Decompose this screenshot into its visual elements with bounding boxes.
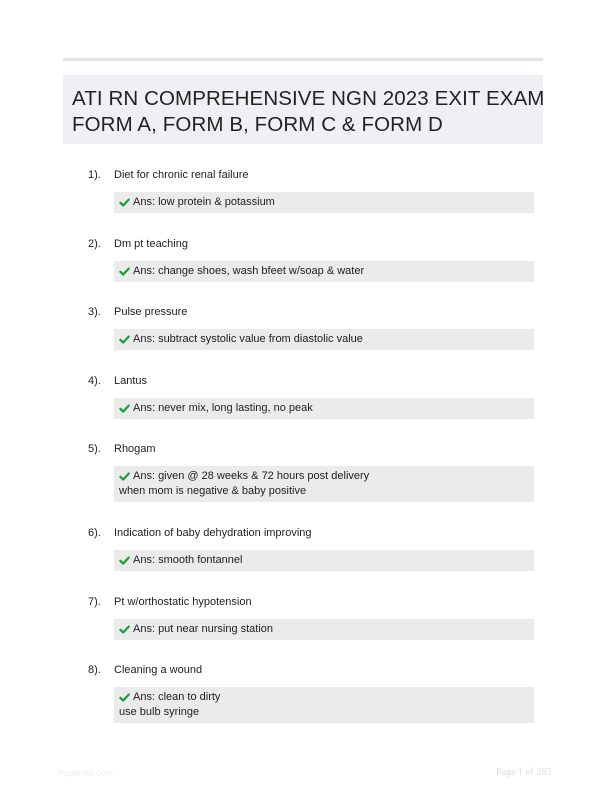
document-title [63, 75, 543, 144]
check-icon [119, 692, 130, 703]
answer-box [114, 550, 534, 571]
answer-text: Ans: given @ 28 weeks & 72 hours post delivery [133, 470, 370, 482]
answer-box [114, 619, 534, 640]
question-number: 4). [88, 375, 101, 387]
top-divider [63, 58, 543, 61]
page-number: Page 1 of 283 [496, 767, 552, 778]
question-number: 2). [88, 238, 101, 250]
check-icon [119, 334, 130, 345]
title-line-1: ATI RN COMPREHENSIVE NGN 2023 EXIT EXAM [72, 87, 545, 110]
footer-source: Paperlibr.com [58, 768, 114, 778]
question-text: Rhogam [114, 443, 156, 455]
answer-continuation: when mom is negative & baby positive [119, 485, 307, 497]
question-number: 1). [88, 169, 101, 181]
question-text: Cleaning a wound [114, 664, 203, 676]
question-text: Pulse pressure [114, 306, 188, 318]
question-text: Pt w/orthostatic hypotension [114, 596, 252, 608]
check-icon [119, 266, 130, 277]
answer-text: Ans: change shoes, wash bfeet w/soap & water [133, 265, 365, 277]
question-text: Lantus [114, 375, 148, 387]
answer-text: Ans: put near nursing station [133, 623, 274, 635]
question-number: 7). [88, 596, 101, 608]
answer-box [114, 192, 534, 213]
check-icon [119, 403, 130, 414]
answer-text: Ans: clean to dirty [133, 691, 221, 703]
question-number: 6). [88, 527, 101, 539]
answer-box [114, 687, 534, 723]
question-text: Dm pt teaching [114, 238, 188, 250]
answer-box [114, 466, 534, 502]
answer-box [114, 329, 534, 350]
question-number: 3). [88, 306, 101, 318]
check-icon [119, 197, 130, 208]
answer-text: Ans: subtract systolic value from diastolic value [133, 333, 363, 345]
answer-box [114, 398, 534, 419]
check-icon [119, 471, 130, 482]
answer-continuation: use bulb syringe [119, 706, 200, 718]
answer-box [114, 261, 534, 282]
check-icon [119, 555, 130, 566]
question-number: 5). [88, 443, 101, 455]
check-icon [119, 624, 130, 635]
answer-text: Ans: smooth fontannel [133, 554, 243, 566]
answer-text: Ans: never mix, long lasting, no peak [133, 402, 313, 414]
title-line-2: FORM A, FORM B, FORM C & FORM D [72, 113, 443, 136]
answer-text: Ans: low protein & potassium [133, 196, 275, 208]
question-text: Diet for chronic renal failure [114, 169, 249, 181]
question-number: 8). [88, 664, 101, 676]
question-text: Indication of baby dehydration improving [114, 527, 312, 539]
